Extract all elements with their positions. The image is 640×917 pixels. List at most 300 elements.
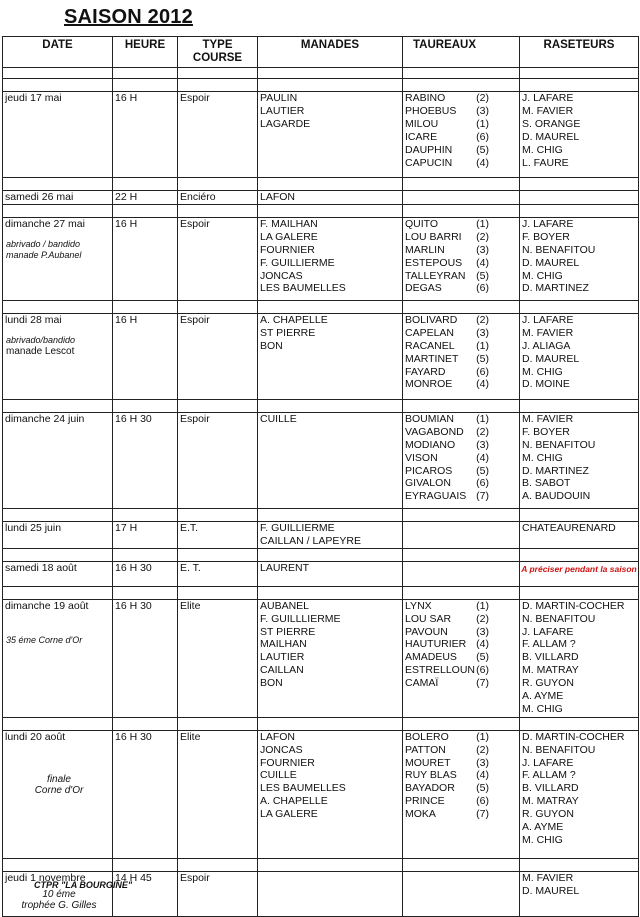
header-type-line2: COURSE: [192, 52, 243, 64]
date-cell: [3, 521, 113, 548]
heure-cell: [113, 217, 178, 300]
heure-cell: [113, 561, 178, 586]
bull-entry: [403, 353, 519, 366]
empty-cell: [520, 178, 639, 191]
bull-name: MOURET: [405, 756, 451, 769]
manade-name: ST PIERRE: [260, 326, 316, 339]
bull-entry: [403, 808, 519, 821]
empty-cell: [3, 858, 113, 871]
raseteur-name: F. BOYER: [522, 425, 570, 438]
bull-entry: [403, 439, 519, 452]
raseteur-name: R. GUYON: [522, 808, 574, 821]
type-cell: [178, 191, 258, 205]
manade-name: A. CHAPELLE: [260, 795, 328, 808]
bull-number: (6): [476, 664, 489, 677]
heure-cell: [113, 92, 178, 178]
header-manades: MANADES: [258, 37, 403, 68]
bull-name: BOLERO: [405, 730, 449, 743]
manades-cell: [258, 217, 403, 300]
bull-name: MONROE: [405, 378, 453, 391]
bull-number: (1): [476, 730, 489, 743]
bull-entry: [403, 626, 519, 639]
raseteurs-cell: [520, 561, 639, 586]
empty-cell: [113, 204, 178, 217]
empty-cell: [178, 399, 258, 412]
manade-name: A. CHAPELLE: [260, 313, 328, 326]
bull-number: (7): [476, 808, 489, 821]
bull-name: DAUPHIN: [405, 143, 453, 156]
manade-name: LAGARDE: [260, 117, 311, 130]
manade-name: F. MAILHAN: [260, 217, 318, 230]
manades-cell: [258, 871, 403, 916]
event-type: Espoir: [180, 871, 210, 884]
taureaux-cell: [403, 313, 520, 399]
raseteur-name: A. AYME: [522, 821, 564, 834]
raseteurs-cell: [520, 730, 639, 858]
bull-number: (3): [476, 438, 489, 451]
empty-cell: [258, 399, 403, 412]
event-row: [3, 561, 639, 586]
event-date: jeudi 17 mai: [5, 92, 62, 104]
manades-cell: [258, 730, 403, 858]
raseteurs-cell: [520, 92, 639, 178]
spacer-row: [3, 68, 639, 79]
bull-name: FAYARD: [405, 365, 446, 378]
manade-name: LAFON: [260, 730, 296, 743]
bull-name: HAUTURIER: [405, 638, 467, 651]
raseteur-name: L. FAURE: [522, 156, 569, 169]
event-row: [3, 217, 639, 300]
event-date: samedi 18 août: [5, 561, 77, 574]
taureaux-cell: [403, 730, 520, 858]
gap-row: [3, 79, 639, 92]
empty-cell: [520, 79, 639, 92]
empty-cell: [258, 204, 403, 217]
empty-cell: [3, 399, 113, 412]
raseteur-name: J. LAFARE: [522, 756, 574, 769]
manade-name: CUILLE: [260, 769, 297, 782]
event-time: 16 H: [115, 313, 138, 326]
event-date: dimanche 19 août: [5, 599, 89, 612]
bull-name: MARLIN: [405, 243, 445, 256]
bull-entry: [403, 651, 519, 664]
event-date: jeudi 1 novembre: [5, 871, 86, 884]
bull-name: GIVALON: [405, 477, 451, 490]
event-date: dimanche 27 mai: [5, 217, 85, 230]
empty-cell: [178, 548, 258, 561]
bull-name: AMADEUS: [405, 651, 457, 664]
empty-cell: [3, 548, 113, 561]
bull-entry: [403, 731, 519, 744]
empty-cell: [403, 300, 520, 313]
event-note: 10 éme: [42, 888, 76, 900]
empty-cell: [520, 300, 639, 313]
event-time: 16 H: [115, 92, 138, 104]
bull-entry: [403, 452, 519, 465]
bull-entry: [403, 231, 519, 244]
empty-cell: [403, 204, 520, 217]
bull-name: BOLIVARD: [405, 313, 458, 326]
raseteur-name: M. CHIG: [522, 269, 563, 282]
gap-row: [3, 717, 639, 730]
empty-cell: [520, 68, 639, 79]
bull-entry: [403, 426, 519, 439]
raseteurs-cell: [520, 871, 639, 916]
empty-cell: [3, 79, 113, 92]
manades-cell: [258, 521, 403, 548]
empty-cell: [258, 508, 403, 521]
empty-cell: [403, 399, 520, 412]
bull-number: (1): [476, 117, 489, 130]
raseteur-name: A. AYME: [522, 690, 564, 703]
event-time: 16 H 30: [115, 412, 152, 425]
bull-number: (1): [476, 217, 489, 230]
empty-cell: [3, 300, 113, 313]
empty-cell: [178, 586, 258, 599]
bull-entry: [403, 795, 519, 808]
empty-cell: [178, 68, 258, 79]
gap-row: [3, 300, 639, 313]
empty-cell: [113, 548, 178, 561]
taureaux-cell: [403, 871, 520, 916]
manade-name: MAILHAN: [260, 638, 307, 651]
event-type: Espoir: [180, 313, 210, 326]
raseteur-name: S. ORANGE: [522, 117, 581, 130]
bull-entry: [403, 490, 519, 503]
bull-name: CAPELAN: [405, 326, 455, 339]
bull-number: (6): [476, 795, 489, 808]
bull-number: (3): [476, 104, 489, 117]
raseteur-name: M. FAVIER: [522, 871, 574, 884]
raseteur-name: J. LAFARE: [522, 92, 574, 104]
bull-name: BAYADOR: [405, 782, 455, 795]
bull-entry: [403, 244, 519, 257]
bull-name: BOUMIAN: [405, 412, 455, 425]
empty-cell: [178, 178, 258, 191]
empty-cell: [3, 586, 113, 599]
taureaux-cell: [403, 191, 520, 205]
bull-number: (2): [476, 230, 489, 243]
heure-cell: [113, 730, 178, 858]
bull-name: DEGAS: [405, 282, 442, 295]
header-date: DATE: [3, 37, 113, 68]
date-cell: [3, 313, 113, 399]
manade-name: LA GALERE: [260, 230, 318, 243]
bull-number: (2): [476, 743, 489, 756]
bull-number: (2): [476, 425, 489, 438]
bull-number: (4): [476, 451, 489, 464]
raseteur-name: D. MARTIN-COCHER: [522, 730, 625, 743]
empty-cell: [403, 178, 520, 191]
manade-name: FOURNIER: [260, 243, 315, 256]
empty-cell: [403, 548, 520, 561]
bull-entry: [403, 769, 519, 782]
taureaux-cell: [403, 521, 520, 548]
bull-entry: [403, 744, 519, 757]
raseteurs-note: A préciser pendant la saison: [521, 563, 637, 574]
manade-name: BON: [260, 677, 283, 690]
manade-name: LES BAUMELLES: [260, 782, 346, 795]
event-note: 35 éme Corne d'Or: [6, 634, 83, 645]
empty-cell: [178, 79, 258, 92]
raseteur-name: D. MAUREL: [522, 256, 580, 269]
date-cell: [3, 730, 113, 858]
event-date: lundi 28 mai: [5, 313, 62, 326]
date-cell: [3, 217, 113, 300]
empty-cell: [403, 68, 520, 79]
date-cell: [3, 92, 113, 178]
bull-entry: [403, 105, 519, 118]
event-type: Elite: [180, 730, 201, 743]
taureaux-cell: [403, 561, 520, 586]
bull-number: (4): [476, 378, 489, 391]
bull-number: (5): [476, 143, 489, 156]
bull-name: LOU BARRI: [405, 230, 462, 243]
manade-name: ST PIERRE: [260, 625, 316, 638]
manades-cell: [258, 561, 403, 586]
bull-entry: [403, 465, 519, 478]
bull-number: (6): [476, 477, 489, 490]
manade-name: FOURNIER: [260, 756, 315, 769]
empty-cell: [3, 178, 113, 191]
bull-name: VAGABOND: [405, 425, 464, 438]
bull-entry: [403, 677, 519, 690]
manades-cell: [258, 92, 403, 178]
bull-number: (2): [476, 612, 489, 625]
bull-entry: [403, 638, 519, 651]
raseteur-name: D. MOINE: [522, 378, 570, 391]
bull-entry: [403, 144, 519, 157]
empty-cell: [258, 858, 403, 871]
manades-cell: [258, 599, 403, 717]
raseteur-name: R. GUYON: [522, 677, 574, 690]
heure-cell: [113, 871, 178, 916]
bull-entry: [403, 477, 519, 490]
event-type: Espoir: [180, 92, 210, 104]
event-row: [3, 412, 639, 508]
raseteur-name: M. FAVIER: [522, 412, 574, 425]
raseteur-name: D. MARTINEZ: [522, 464, 589, 477]
bull-number: (6): [476, 365, 489, 378]
raseteur-name: N. BENAFITOU: [522, 612, 596, 625]
manades-cell: [258, 412, 403, 508]
event-note: finale: [47, 773, 71, 785]
raseteur-name: D. MAUREL: [522, 130, 580, 143]
event-time: 16 H 30: [115, 561, 152, 574]
manade-name: BON: [260, 339, 283, 352]
gap-row: [3, 508, 639, 521]
manade-name: CUILLE: [260, 412, 297, 425]
raseteur-name: N. BENAFITOU: [522, 743, 596, 756]
page-title: SAISON 2012: [64, 6, 193, 28]
bull-name: CAPUCIN: [405, 156, 453, 169]
raseteur-name: M. MATRAY: [522, 664, 579, 677]
bull-number: (7): [476, 490, 489, 503]
bull-number: (3): [476, 326, 489, 339]
event-time: 14 H 45: [115, 871, 152, 884]
empty-cell: [3, 508, 113, 521]
bull-name: LYNX: [405, 599, 432, 612]
header-type-line1: TYPE: [202, 39, 233, 51]
empty-cell: [258, 68, 403, 79]
manades-cell: [258, 313, 403, 399]
raseteur-name: B. VILLARD: [522, 782, 579, 795]
empty-cell: [3, 204, 113, 217]
raseteur-name: M. FAVIER: [522, 326, 574, 339]
bull-number: (5): [476, 651, 489, 664]
bull-name: PICAROS: [405, 464, 453, 477]
bull-name: VISON: [405, 451, 438, 464]
heure-cell: [113, 521, 178, 548]
event-time: 16 H 30: [115, 599, 152, 612]
gap-row: [3, 548, 639, 561]
schedule-table: [2, 36, 639, 917]
raseteur-name: M. CHIG: [522, 365, 563, 378]
bull-number: (2): [476, 92, 489, 104]
bull-number: (6): [476, 130, 489, 143]
raseteur-name: D. MAUREL: [522, 884, 580, 897]
bull-number: (1): [476, 412, 489, 425]
empty-cell: [258, 586, 403, 599]
event-note: manade Lescot: [6, 345, 75, 357]
bull-number: (7): [476, 677, 489, 690]
bull-name: EYRAGUAIS: [405, 490, 467, 503]
event-type: Espoir: [180, 412, 210, 425]
bull-number: (4): [476, 769, 489, 782]
empty-cell: [520, 508, 639, 521]
bull-entry: [403, 378, 519, 391]
empty-cell: [178, 300, 258, 313]
bull-name: PRINCE: [405, 795, 445, 808]
manade-name: LAUTIER: [260, 104, 305, 117]
event-type: Elite: [180, 599, 201, 612]
empty-cell: [403, 508, 520, 521]
empty-cell: [113, 68, 178, 79]
raseteur-name: CHATEAURENARD: [522, 521, 616, 534]
raseteurs-cell: [520, 313, 639, 399]
header-row: [3, 37, 639, 68]
raseteurs-cell: [520, 191, 639, 205]
type-cell: [178, 561, 258, 586]
gap-row: [3, 178, 639, 191]
bull-number: (4): [476, 256, 489, 269]
header-heure: HEURE: [113, 37, 178, 68]
event-type: Espoir: [180, 217, 210, 230]
raseteur-name: M. FAVIER: [522, 104, 574, 117]
empty-cell: [178, 204, 258, 217]
type-cell: [178, 313, 258, 399]
bull-name: MILOU: [405, 117, 439, 130]
raseteurs-cell: [520, 412, 639, 508]
event-row: [3, 730, 639, 858]
bull-name: LOU SAR: [405, 612, 452, 625]
event-type: E. T.: [180, 561, 201, 574]
raseteur-name: N. BENAFITOU: [522, 243, 596, 256]
manade-name: F. GUILLLIERME: [260, 612, 341, 625]
raseteur-name: J. ALIAGA: [522, 339, 571, 352]
bull-entry: [403, 270, 519, 283]
bull-name: PATTON: [405, 743, 446, 756]
bull-entry: [403, 366, 519, 379]
empty-cell: [113, 586, 178, 599]
taureaux-cell: [403, 92, 520, 178]
manade-name: JONCAS: [260, 269, 303, 282]
raseteur-name: M. CHIG: [522, 143, 563, 156]
bull-number: (2): [476, 313, 489, 326]
raseteur-name: F. ALLAM ?: [522, 638, 576, 651]
event-note: abrivado/bandido: [6, 334, 76, 345]
manade-name: CAILLAN: [260, 664, 304, 677]
empty-cell: [403, 717, 520, 730]
event-note: trophée G. Gilles: [21, 899, 97, 911]
bull-name: MODIANO: [405, 438, 456, 451]
bull-entry: [403, 613, 519, 626]
bull-entry: [403, 282, 519, 295]
bull-number: (3): [476, 243, 489, 256]
gap-row: [3, 399, 639, 412]
empty-cell: [520, 586, 639, 599]
heure-cell: [113, 313, 178, 399]
raseteur-name: M. CHIG: [522, 702, 563, 715]
event-time: 17 H: [115, 521, 138, 534]
raseteurs-cell: [520, 599, 639, 717]
type-cell: [178, 599, 258, 717]
empty-cell: [403, 858, 520, 871]
manade-name: JONCAS: [260, 743, 303, 756]
bull-entry: [403, 664, 519, 677]
empty-cell: [520, 548, 639, 561]
event-time: 16 H: [115, 217, 138, 230]
bull-name: TALLEYRAN: [405, 269, 466, 282]
event-date: samedi 26 mai: [5, 191, 74, 203]
empty-cell: [403, 586, 520, 599]
manade-name: CAILLAN / LAPEYRE: [260, 534, 361, 547]
bull-name: PHOEBUS: [405, 104, 457, 117]
bull-entry: [403, 340, 519, 353]
type-cell: [178, 92, 258, 178]
raseteur-name: J. LAFARE: [522, 217, 574, 230]
bull-name: RABINO: [405, 92, 446, 104]
bull-name: QUITO: [405, 217, 439, 230]
event-row: [3, 313, 639, 399]
bull-name: CAMAÏ: [405, 677, 439, 690]
date-cell: [3, 412, 113, 508]
event-note: Corne d'Or: [34, 784, 84, 796]
bull-name: RACANEL: [405, 339, 455, 352]
empty-cell: [520, 858, 639, 871]
bull-entry: [403, 131, 519, 144]
event-note: manade P.Aubanel: [6, 249, 82, 260]
bull-number: (5): [476, 464, 489, 477]
event-time: 22 H: [115, 191, 138, 203]
heure-cell: [113, 412, 178, 508]
raseteur-name: M. MATRAY: [522, 795, 579, 808]
bull-entry: [403, 782, 519, 795]
event-date: lundi 20 août: [5, 730, 66, 743]
gap-row: [3, 204, 639, 217]
bull-name: MARTINET: [405, 352, 459, 365]
bull-number: (3): [476, 625, 489, 638]
empty-cell: [178, 717, 258, 730]
bull-number: (1): [476, 599, 489, 612]
event-type: E.T.: [180, 521, 199, 534]
manade-name: LAFON: [260, 191, 296, 203]
manade-name: PAULIN: [260, 92, 298, 104]
bull-entry: [403, 413, 519, 426]
type-cell: [178, 521, 258, 548]
empty-cell: [178, 508, 258, 521]
manades-cell: [258, 191, 403, 205]
